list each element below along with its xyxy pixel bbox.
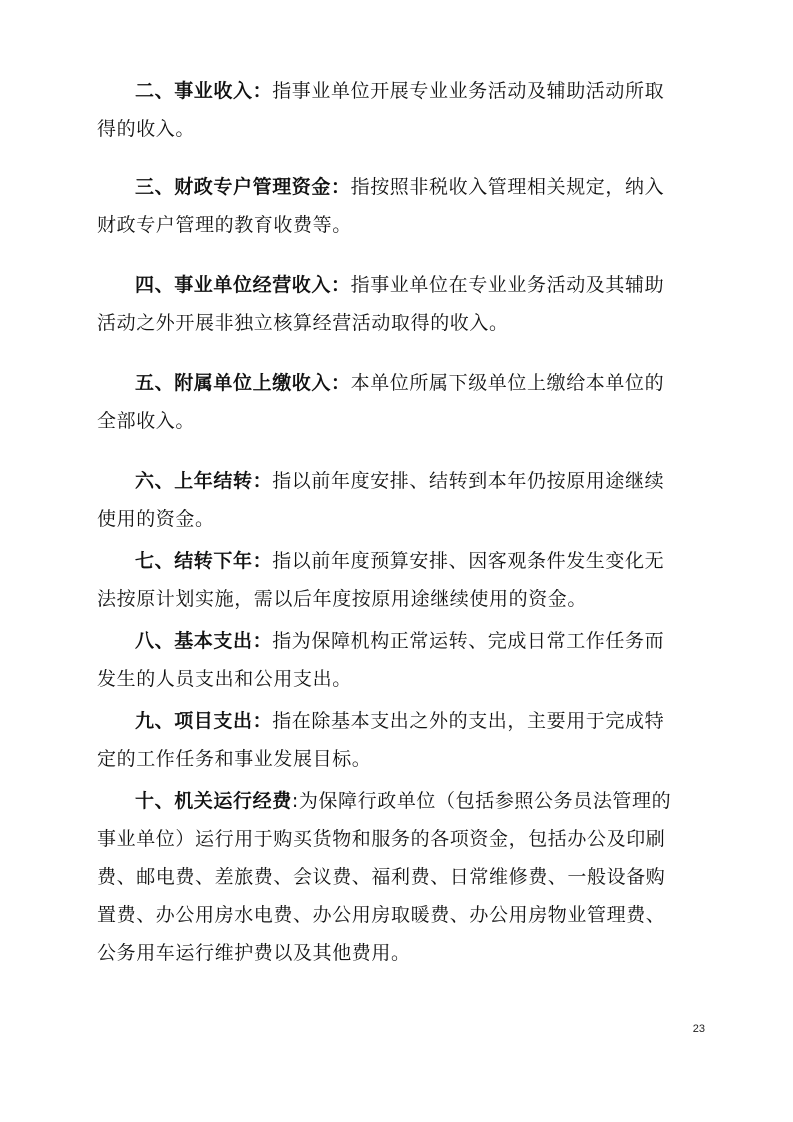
paragraph-text: 指以前年度预算安排、因客观条件发生变化无 xyxy=(272,550,665,572)
paragraph-text: 本单位所属下级单位上缴给本单位的 xyxy=(350,372,665,394)
paragraph-text: 公务用车运行维护费以及其他费用。 xyxy=(97,942,411,964)
paragraph-text: 财政专户管理的教育收费等。 xyxy=(97,214,352,236)
paragraph-fiscal-account-funds xyxy=(97,168,697,244)
term-label: 二、事业收入： xyxy=(135,80,273,102)
paragraph-text: 指事业单位开展专业业务活动及辅助活动所取 xyxy=(272,80,665,102)
paragraph-text: 法按原计划实施，需以后年度按原用途继续使用的资金。 xyxy=(97,588,588,610)
term-label: 八、基本支出： xyxy=(135,630,273,652)
paragraph-text: :为保障行政单位（包括参照公务员法管理的 xyxy=(291,790,672,812)
term-label: 五、附属单位上缴收入： xyxy=(135,372,351,394)
paragraph-subordinate-income xyxy=(97,364,697,440)
page-number: 23 xyxy=(692,1023,705,1035)
paragraph-text: 指事业单位在专业业务活动及其辅助 xyxy=(350,274,665,296)
term-label: 九、项目支出： xyxy=(135,710,273,732)
term-label: 四、事业单位经营收入： xyxy=(135,274,351,296)
term-label: 三、财政专户管理资金： xyxy=(135,176,351,198)
paragraph-text: 指以前年度安排、结转到本年仍按原用途继续 xyxy=(272,470,665,492)
paragraph-next-year-carryover xyxy=(97,542,697,618)
paragraph-text: 发生的人员支出和公用支出。 xyxy=(97,668,352,690)
paragraph-project-expenditure xyxy=(97,702,697,778)
paragraph-text: 置费、办公用房水电费、办公用房取暖费、办公用房物业管理费、 xyxy=(97,904,666,926)
paragraph-text: 指为保障机构正常运转、完成日常工作任务而 xyxy=(272,630,665,652)
paragraph-prior-year-carryover xyxy=(97,462,697,538)
paragraph-text: 得的收入。 xyxy=(97,118,196,140)
paragraph-text: 全部收入。 xyxy=(97,410,196,432)
paragraph-business-income xyxy=(97,72,697,148)
term-label: 六、上年结转： xyxy=(135,470,273,492)
term-label: 七、结转下年： xyxy=(135,550,273,572)
paragraph-text: 定的工作任务和事业发展目标。 xyxy=(97,748,372,770)
paragraph-basic-expenditure xyxy=(97,622,697,698)
paragraph-operating-income xyxy=(97,266,697,342)
paragraph-text: 事业单位）运行用于购买货物和服务的各项资金，包括办公及印刷 xyxy=(97,828,666,850)
paragraph-operating-expenses xyxy=(97,782,697,972)
paragraph-text: 使用的资金。 xyxy=(97,508,215,530)
paragraph-text: 指按照非税收入管理相关规定，纳入 xyxy=(350,176,665,198)
term-label: 十、机关运行经费 xyxy=(135,790,292,812)
paragraph-text: 活动之外开展非独立核算经营活动取得的收入。 xyxy=(97,312,509,334)
paragraph-text: 指在除基本支出之外的支出，主要用于完成特 xyxy=(272,710,665,732)
paragraph-text: 费、邮电费、差旅费、会议费、福利费、日常维修费、一般设备购 xyxy=(97,866,666,888)
